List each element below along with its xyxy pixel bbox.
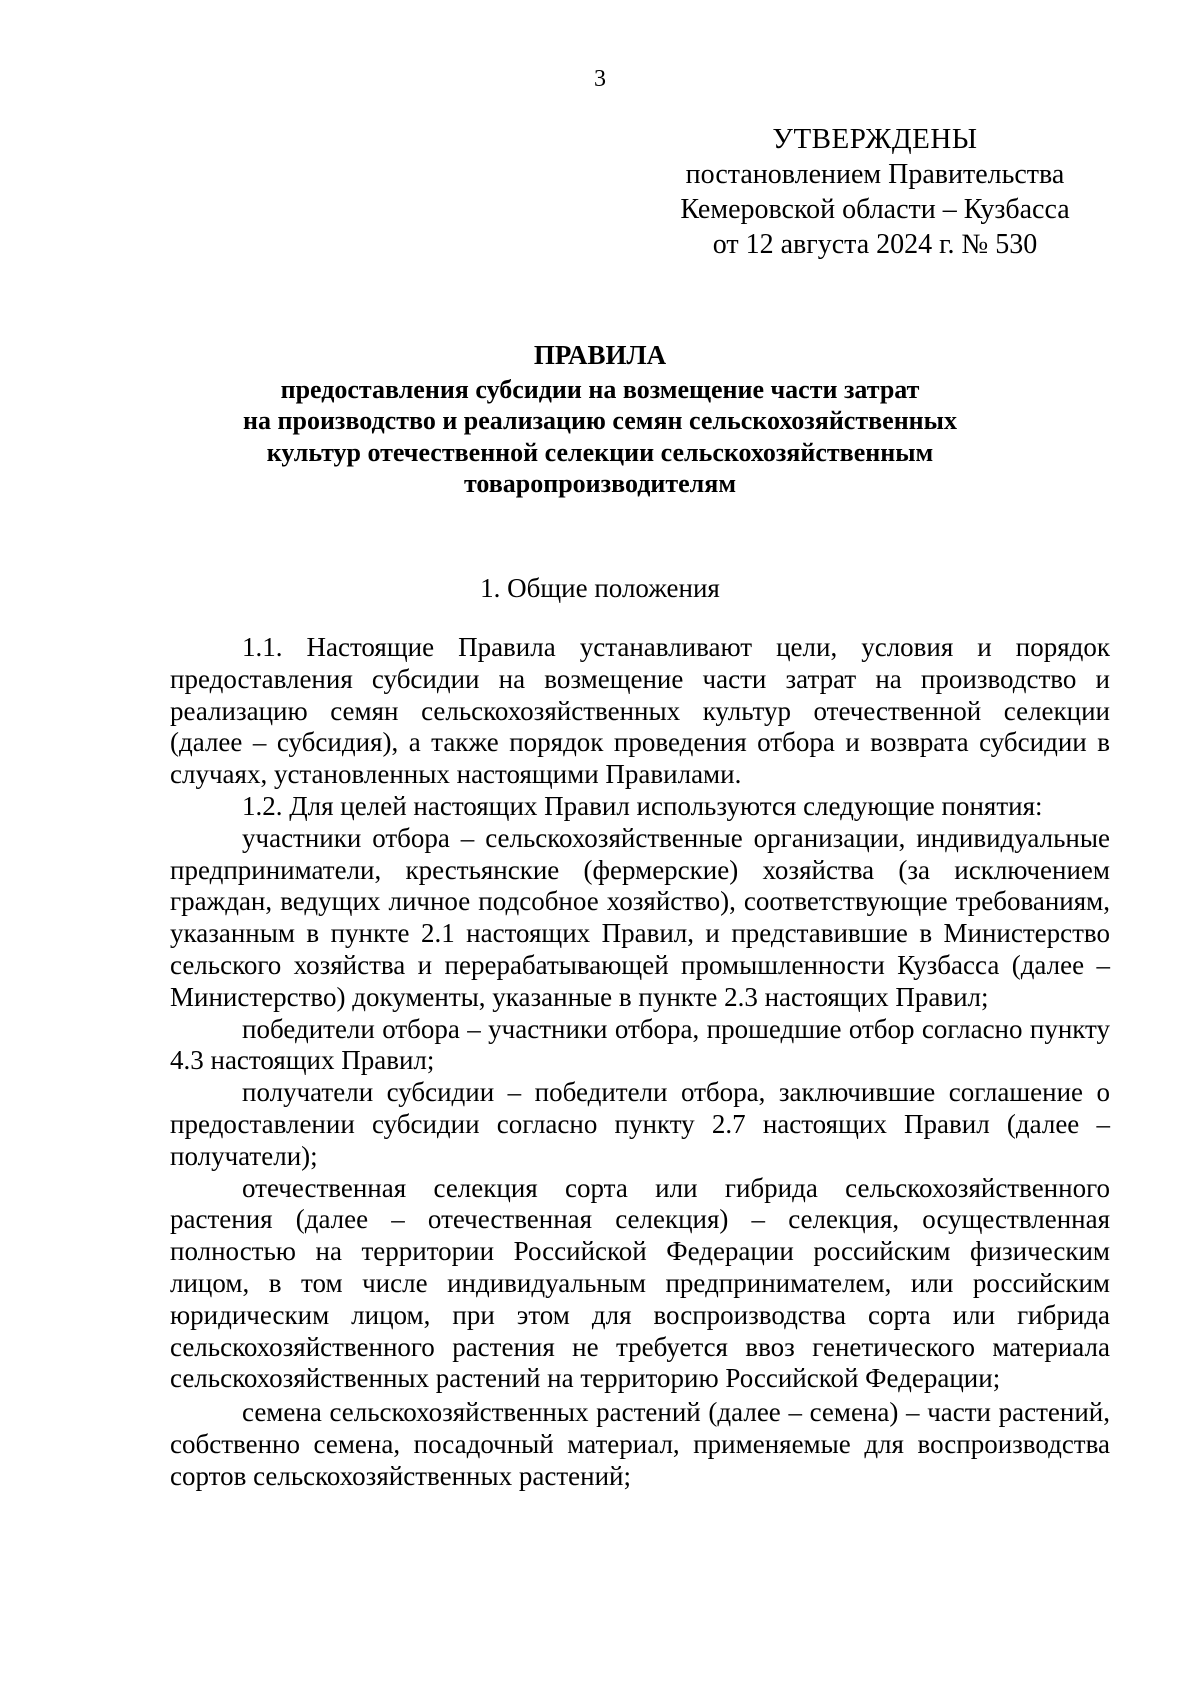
definition-subsidy-recipients: получатели субсидии – победители отбора, заключившие соглашение о предоставлении субсидии согласно пункту 2.7 настоящих Правил (далее – получатели); xyxy=(170,1077,1110,1171)
definition-domestic-selection: отечественная селекция сорта или гибрида сельскохозяйственного растения (далее – отечественная селекция) – селекция, осуществленная полностью на территории Российской Федерации российским физическим лицом, в том числе индивидуальным предпринимателем, или российским юридическим лицом, при этом для воспроизводства сорта или гибрида сельскохозяйственного растения не требуется ввоз генетического материала сельскохозяйственных растений на территорию Российской Федерации; xyxy=(170,1172,1110,1394)
section-heading: 1. Общие положения xyxy=(480,573,720,603)
page-number: 3 xyxy=(594,66,606,92)
body-text xyxy=(170,632,1110,1493)
definition-selection-participants: участники отбора – сельскохозяйственные организации, индивидуальные предприниматели, крестьянские (фермерские) хозяйства (за исключением граждан, ведущих личное подсобное хозяйство), соответствующие требованиям, указанным в пункте 2.1 настоящих Правил, и представившие в Министерство сельского хозяйства и перерабатывающей промышленности Кузбасса (далее – Министерство) документы, указанные в пункте 2.3 настоящих Правил; xyxy=(170,822,1110,1012)
document-title: ПРАВИЛА xyxy=(533,340,667,370)
definition-seeds: семена сельскохозяйственных растений (далее – семена) – части растений, собственно семена, посадочный материал, применяемые для воспроизводства сортов сельскохозяйственных растений; xyxy=(170,1397,1110,1491)
title-line-3: культур отечественной селекции сельскохозяйственным xyxy=(266,437,934,467)
approval-block xyxy=(640,122,1110,262)
approval-line-1: постановлением Правительства xyxy=(685,159,1065,190)
paragraph-1-2: 1.2. Для целей настоящих Правил используются следующие понятия: xyxy=(242,790,1043,821)
document-title-block xyxy=(0,340,1200,500)
title-line-2: на производство и реализацию семян сельскохозяйственных xyxy=(243,406,957,435)
paragraph-1-1: 1.1. Настоящие Правила устанавливают цели, условия и порядок предоставления субсидии на возмещение части затрат на производство и реализацию семян сельскохозяйственных культур отечественной селекции (далее – субсидия), а также порядок проведения отбора и возврата субсидии в случаях, установленных настоящими Правилами. xyxy=(170,632,1110,790)
title-line-1: предоставления субсидии на возмещение части затрат xyxy=(280,374,920,404)
approval-stamp: УТВЕРЖДЕНЫ xyxy=(772,123,978,155)
approval-line-2: Кемеровской области – Кузбасса xyxy=(680,194,1070,225)
definition-selection-winners: победители отбора – участники отбора, прошедшие отбор согласно пункту 4.3 настоящих Правил; xyxy=(170,1013,1110,1076)
approval-line-3: от 12 августа 2024 г. № 530 xyxy=(712,229,1038,260)
title-line-4: товаропроизводителям xyxy=(463,469,737,498)
